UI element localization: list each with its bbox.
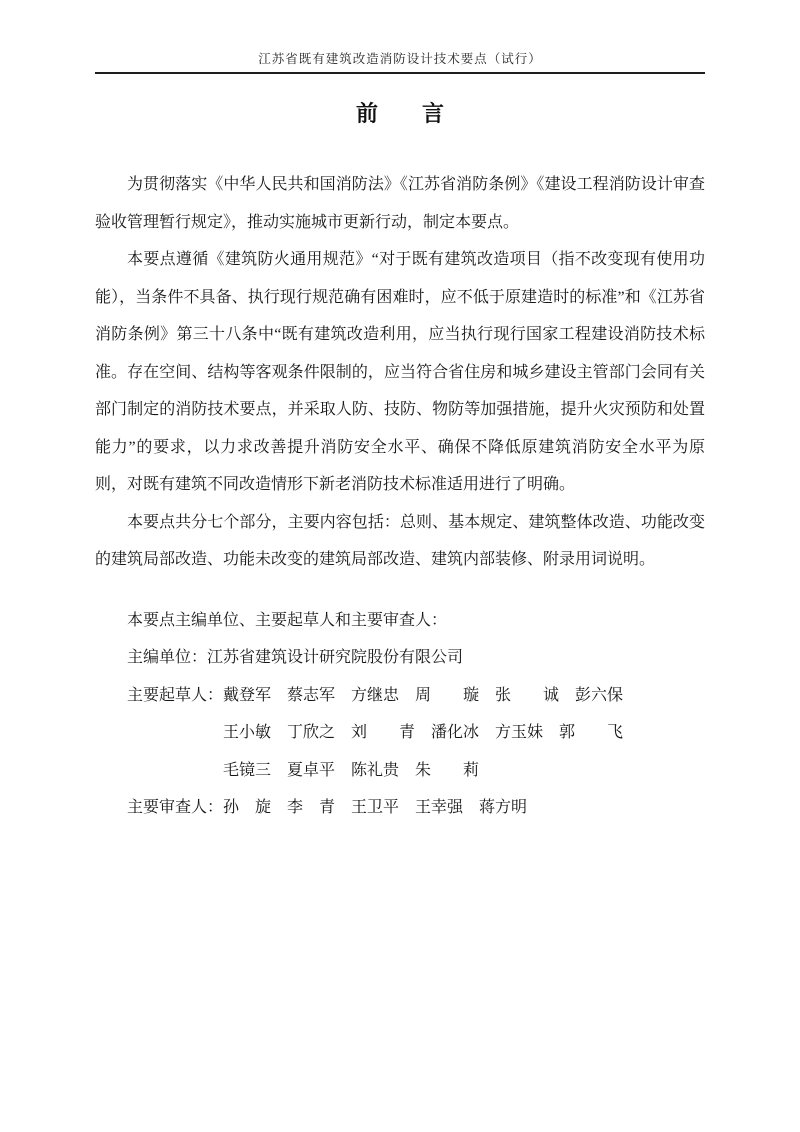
drafters-names	[223, 677, 705, 790]
reviewers-row	[95, 789, 705, 827]
chief-editor-label: 主编单位：	[127, 649, 208, 666]
page-header	[95, 0, 705, 74]
page-title: 前 言	[355, 101, 444, 126]
drafters-label: 主要起草人：	[127, 686, 224, 704]
drafters-names-line: 王小敏 丁欣之 刘 青 潘化冰 方玉妹 郭 飞	[223, 724, 624, 741]
reviewers-label: 主要审查人：	[127, 799, 224, 816]
drafters-names-line: 毛镜三 夏卓平 陈礼贵 朱 莉	[223, 761, 480, 779]
drafters-names-line: 戴登军 蔡志军 方继忠 周 璇 张 诚 彭六保	[223, 686, 624, 704]
chief-editor-row	[95, 639, 705, 677]
paragraph-principles: 本要点遵循《建筑防火通用规范》“对于既有建筑改造项目（指不改变现有使用功能），当条件不具备、执行现行规范确有困难时，应不低于原建造时的标准”和《江苏省消防条例》第三十八条中“既有建筑改造利用，应当执行现行国家工程建设消防技术标准。存在空间、结构等客观条件限制的，应当符合省住房和城乡建设主管部门会同有关部门制定的消防技术要点，并采取人防、技防、物防等加强措施，提升火灾预防和处置能力”的要求，以力求改善提升消防安全水平、确保不降低原建筑消防安全水平为原则，对既有建筑不同改造情形下新老消防技术标准适用进行了明确。	[95, 251, 705, 493]
credits-section	[95, 602, 705, 827]
running-header-title: 江苏省既有建筑改造消防设计技术要点（试行）	[258, 52, 542, 66]
drafters-row	[95, 677, 705, 790]
chief-editor-value: 江苏省建筑设计研究院股份有限公司	[207, 649, 464, 666]
body-text	[95, 166, 705, 579]
reviewers-names: 孙 旋 李 青 王卫平 王幸强 蒋方明	[223, 799, 528, 816]
paragraph-contents: 本要点共分七个部分，主要内容包括：总则、基本规定、建筑整体改造、功能改变的建筑局部改造、功能未改变的建筑局部改造、建筑内部装修、附录用词说明。	[95, 513, 705, 568]
paragraph-purpose: 为贯彻落实《中华人民共和国消防法》《江苏省消防条例》《建设工程消防设计审查验收管理暂行规定》，推动实施城市更新行动，制定本要点。	[95, 176, 705, 231]
credits-intro: 本要点主编单位、主要起草人和主要审查人：	[127, 611, 448, 629]
